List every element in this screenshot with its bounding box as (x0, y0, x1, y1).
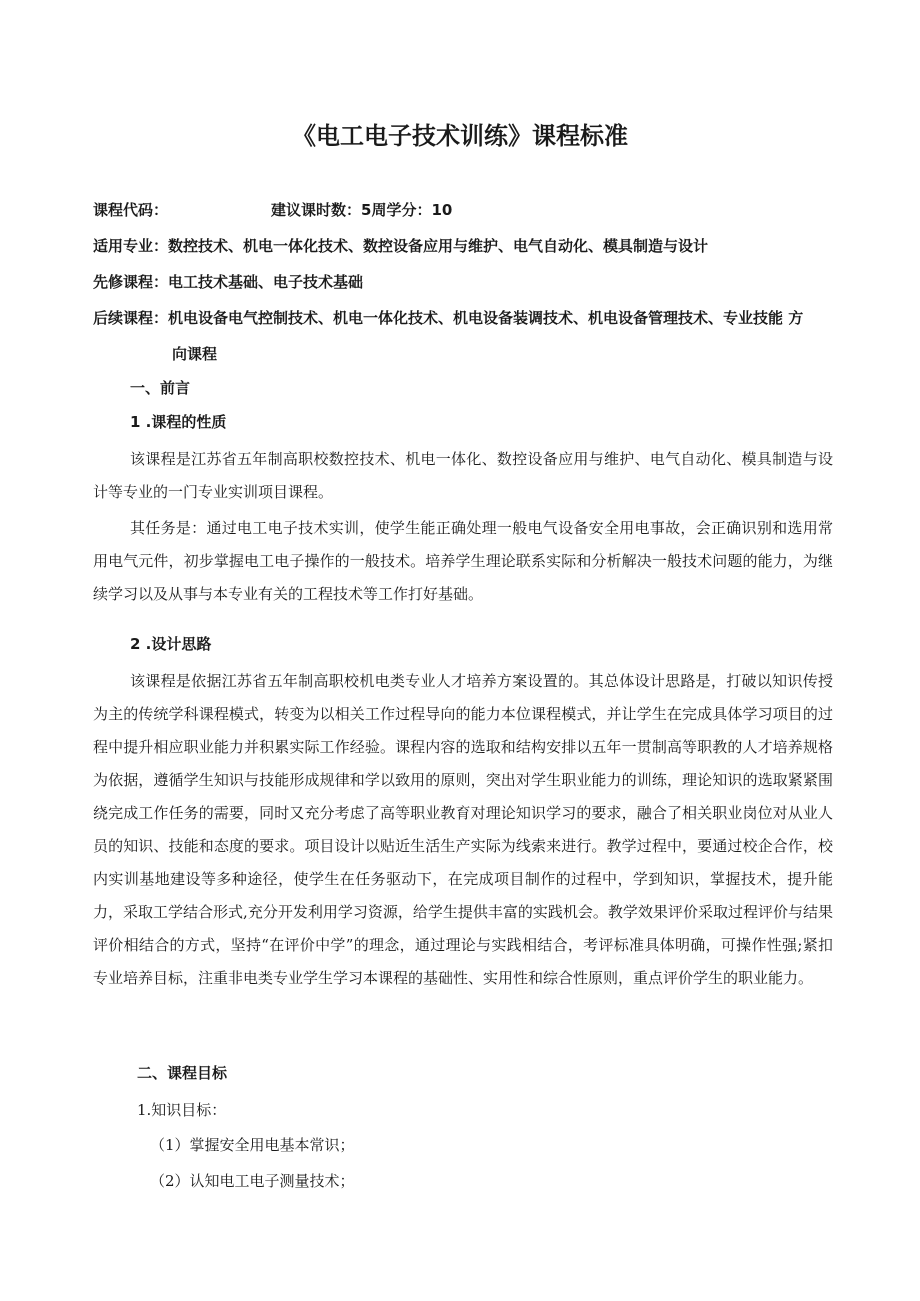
paragraph-course-task: 其任务是：通过电工电子技术实训，使学生能正确处理一般电气设备安全用电事故，会正确识别和选用常用电气元件，初步掌握电工电子操作的一般技术。培养学生理论联系实际和分析解决一般技术问题的能力，为继续学习以及从事与本专业有关的工程技术等工作打好基础。 (93, 519, 833, 603)
prerequisite-courses: 先修课程：电工技术基础、电子技术基础 (93, 273, 364, 291)
paragraph-design-idea: 该课程是依据江苏省五年制高职校机电类专业人才培养方案设置的。其总体设计思路是，打破以知识传授为主的传统学科课程模式，转变为以相关工作过程导向的能力本位课程模式，并让学生在完成具体学习项目的过程中提升相应职业能力并积累实际工作经验。课程内容的选取和结构安排以五年一贯制高等职教的人才培养规格为依据，遵循学生知识与技能形成规律和学以致用的原则，突出对学生职业能力的训练，理论知识的选取紧紧围绕完成工作任务的需要，同时又充分考虑了高等职业教育对理论知识学习的要求，融合了相关职业岗位对从业人员的知识、技能和态度的要求。项目设计以贴近生活生产实际为线索来进行。教学过程中，要通过校企合作，校内实训基地建设等多种途径，使学生在任务驱动下，在完成项目制作的过程中，学到知识，掌握技术，提升能力，采取工学结合形式,充分开发利用学习资源，给学生提供丰富的实践机会。教学效果评价采取过程评价与结果评价相结合的方式，坚持“在评价中学”的理念，通过理论与实践相结合，考评标准具体明确，可操作性强;紧扣专业培养目标，注重非电类专业学生学习本课程的基础性、实用性和综合性原则，重点评价学生的职业能力。 (93, 672, 833, 987)
followup-courses: 后续课程：机电设备电气控制技术、机电一体化技术、机电设备装调技术、机电设备管理技术、专业技能 方 (93, 309, 804, 327)
subsection-heading-nature: 1 .课程的性质 (130, 413, 227, 431)
applicable-majors: 适用专业：数控技术、机电一体化技术、数控设备应用与维护、电气自动化、模具制造与设计 (93, 237, 709, 255)
course-code-label: 课程代码： (93, 201, 169, 219)
section-heading-objectives: 二、课程目标 (137, 1064, 228, 1082)
section-heading-preface: 一、前言 (130, 379, 191, 397)
paragraph-course-nature: 该课程是江苏省五年制高职校数控技术、机电一体化、数控设备应用与维护、电气自动化、模具制造与设计等专业的一门专业实训项目课程。 (93, 450, 833, 501)
objective-item: （1）掌握安全用电基本常识； (150, 1136, 355, 1154)
knowledge-objectives-heading: 1.知识目标： (137, 1101, 227, 1119)
document-title: 《电工电子技术训练》课程标准 (292, 122, 628, 150)
followup-courses-continued: 向课程 (172, 345, 218, 363)
hours-credits: 建议课时数：5周学分：10 (271, 201, 453, 219)
course-code-line (93, 199, 452, 220)
subsection-heading-design: 2 .设计思路 (130, 635, 212, 653)
objective-item: （2）认知电工电子测量技术； (150, 1172, 355, 1190)
